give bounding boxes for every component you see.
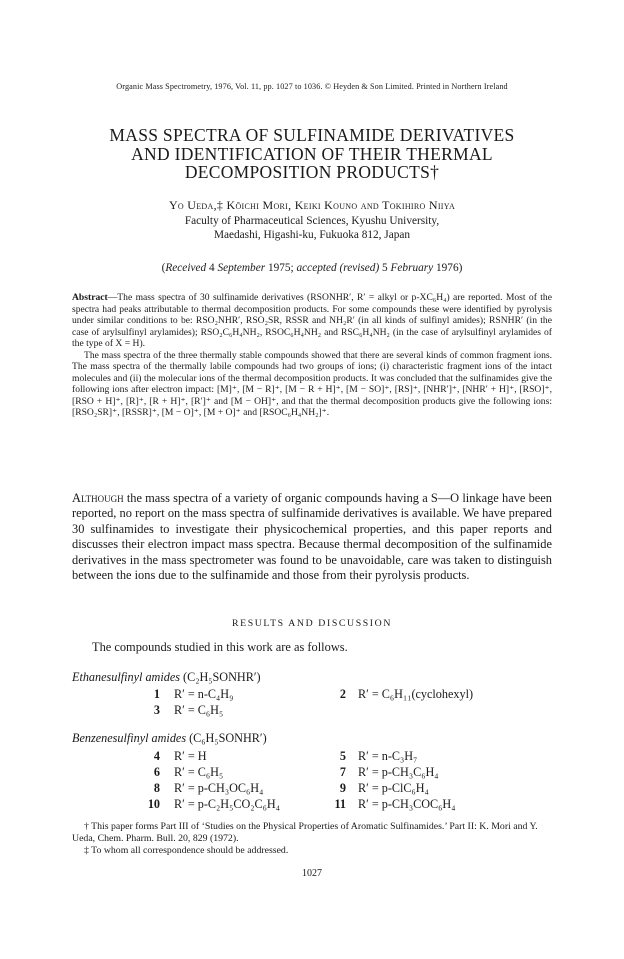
title-line-1: MASS SPECTRA OF SULFINAMIDE DERIVATIVES xyxy=(109,125,515,145)
compounds-intro: The compounds studied in this work are as follows. xyxy=(92,640,348,654)
group-name: Benzenesulfinyl amides xyxy=(72,731,187,745)
compound-formula: R′ = H xyxy=(174,749,207,763)
page-number: 1027 xyxy=(302,868,322,879)
intro-text: the mass spectra of a variety of organic compounds having a S—O linkage have been reported, no report on the mass spectra of sulfinamide derivatives is available. We have prepared 30 sulfinamides to investigate their physicochemical properties, and this paper reports and discusses their electron impact mass spectra. Because thermal decomposition of the sulfinamide derivatives in the mass spectrometer was found to be unavoidable, care was taken to distinguish between the ions due to the sulfinamide and those from their pyrolysis products. xyxy=(72,491,552,583)
section-heading: RESULTS AND DISCUSSION xyxy=(231,618,393,629)
title-line-2: AND IDENTIFICATION OF THEIR THERMAL xyxy=(131,143,493,164)
compound-number: 4 xyxy=(153,749,160,763)
affiliation xyxy=(60,214,564,242)
article-title xyxy=(60,126,564,182)
abstract xyxy=(72,292,552,419)
compound-number: 9 xyxy=(339,781,346,795)
intro-lead-word: Although xyxy=(72,491,124,505)
abstract-text-1: —The mass spectra of 30 sulfinamide derivatives (RSONHR′, R′ = alkyl or p-XC₆H₄) are reported. Most of the spectra had peaks attributable to thermal decomposition products. For some compounds these were identified by pyrolysis under similar conditions to be: RSO₂NHR′, RSO₂SR, RSSR and NH₂R′ (in all kinds of sulfinyl amides); RSNHR′ (in the case of arylsulfinyl arylamides); RSO₂C₆H₄NH₂, RSOC₆H₄NH₂ and RSC₆H₄NH₂ (in the case of arylsulfinyl arylamides of the type of X = H). xyxy=(72,292,552,349)
compound-number: 8 xyxy=(153,781,160,795)
compound-formula: R′ = p-C₂H₅CO₂C₆H₄ xyxy=(174,797,280,811)
compound-number: 10 xyxy=(147,797,160,811)
compound-number: 2 xyxy=(339,687,346,701)
abstract-paragraph-1 xyxy=(72,292,552,350)
compound-row xyxy=(0,765,624,780)
compound-number: 7 xyxy=(339,765,346,779)
group-heading-benzenesulfinyl xyxy=(72,731,267,746)
accepted-year: 1976) xyxy=(433,262,463,274)
compound-number: 6 xyxy=(153,765,160,779)
compound-row xyxy=(0,797,624,812)
received-dates xyxy=(60,262,564,274)
compound-number: 3 xyxy=(153,703,160,717)
compound-number: 11 xyxy=(334,797,346,811)
accepted-date: 5 xyxy=(379,262,391,274)
running-header: Organic Mass Spectrometry, 1976, Vol. 11, pp. 1027 to 1036. © Heyden & Son Limited. Printed in Northern Ireland xyxy=(116,82,508,91)
introduction xyxy=(72,491,552,583)
compound-row xyxy=(0,749,624,764)
intro-paragraph xyxy=(72,491,552,583)
compound-number: 5 xyxy=(339,749,346,763)
group-formula: (C₂H₅SONHR′) xyxy=(179,670,261,684)
footnotes xyxy=(72,821,552,857)
group-heading-ethanesulfinyl xyxy=(72,670,261,685)
received-month: September xyxy=(217,262,266,274)
compound-row xyxy=(0,687,624,702)
accepted-label: accepted (revised) xyxy=(296,262,380,274)
compound-row xyxy=(0,703,624,718)
group-name: Ethanesulfinyl amides xyxy=(72,670,180,684)
footnote-dagger: † This paper forms Part III of ‘Studies on the Physical Properties of Aromatic Sulfinamides.’ Part II: K. Mori and Y. Ueda, Chem. Pharm. Bull. 20, 829 (1972). xyxy=(72,821,538,844)
received-year: 1975; xyxy=(265,262,297,274)
abstract-paragraph-2: The mass spectra of the three thermally stable compounds showed that there are several kinds of common fragment ions. The mass spectra of the thermally labile compounds had two groups of ions; (i) characteristic fragment ions of the intact molecules and (ii) the molecular ions of the thermal decomposition products. It was concluded that the sulfinamides give the following ions after electron impact: [M]⁺, [M − R]⁺, [M − R + H]⁺, [M − SO]⁺, [RS]⁺, [NHR′]⁺, [NHR′ + H]⁺, [RSO]⁺, [RSO + H]⁺, [R]⁺, [R + H]⁺, [R′]⁺ and [M − OH]⁺, and that the thermal decomposition products give the following ions: [RSO₂SR]⁺, [RSSR]⁺, [M − O]⁺, [M + O]⁺ and [RSOC₆H₄NH₂]⁺. xyxy=(72,349,552,418)
compound-formula: R′ = p-CH₃COC₆H₄ xyxy=(358,797,456,811)
author-list: Yo Ueda,‡ Kōichi Mori, Keiki Kouno and Tokihiro Niiya xyxy=(168,198,456,212)
compound-formula: R′ = C₆H₁₁(cyclohexyl) xyxy=(358,687,474,701)
accepted-month: February xyxy=(390,262,434,274)
compound-formula: R′ = n-C₄H₉ xyxy=(174,687,234,701)
abstract-label: Abstract xyxy=(72,292,108,303)
received-date: 4 xyxy=(206,262,218,274)
compound-formula: R′ = p-ClC₆H₄ xyxy=(358,781,429,795)
title-line-3: DECOMPOSITION PRODUCTS† xyxy=(184,162,440,182)
received-label: Received xyxy=(165,262,207,274)
affiliation-line-2: Maedashi, Higashi-ku, Fukuoka 812, Japan xyxy=(213,229,411,241)
group-formula: (C₆H₅SONHR′) xyxy=(186,731,267,745)
compound-number: 1 xyxy=(153,687,160,701)
compound-row xyxy=(0,781,624,796)
compound-formula: R′ = n-C₃H₇ xyxy=(358,749,418,763)
footnote-double-dagger: ‡ To whom all correspondence should be addressed. xyxy=(84,845,289,856)
compound-formula: R′ = p-CH₃C₆H₄ xyxy=(358,765,439,779)
compound-formula: R′ = p-CH₃OC₆H₄ xyxy=(174,781,264,795)
compound-formula: R′ = C₆H₅ xyxy=(174,765,224,779)
received-open: ( xyxy=(161,262,166,274)
affiliation-line-1: Faculty of Pharmaceutical Sciences, Kyushu University, xyxy=(184,215,440,227)
compound-formula: R′ = C₆H₅ xyxy=(174,703,224,717)
